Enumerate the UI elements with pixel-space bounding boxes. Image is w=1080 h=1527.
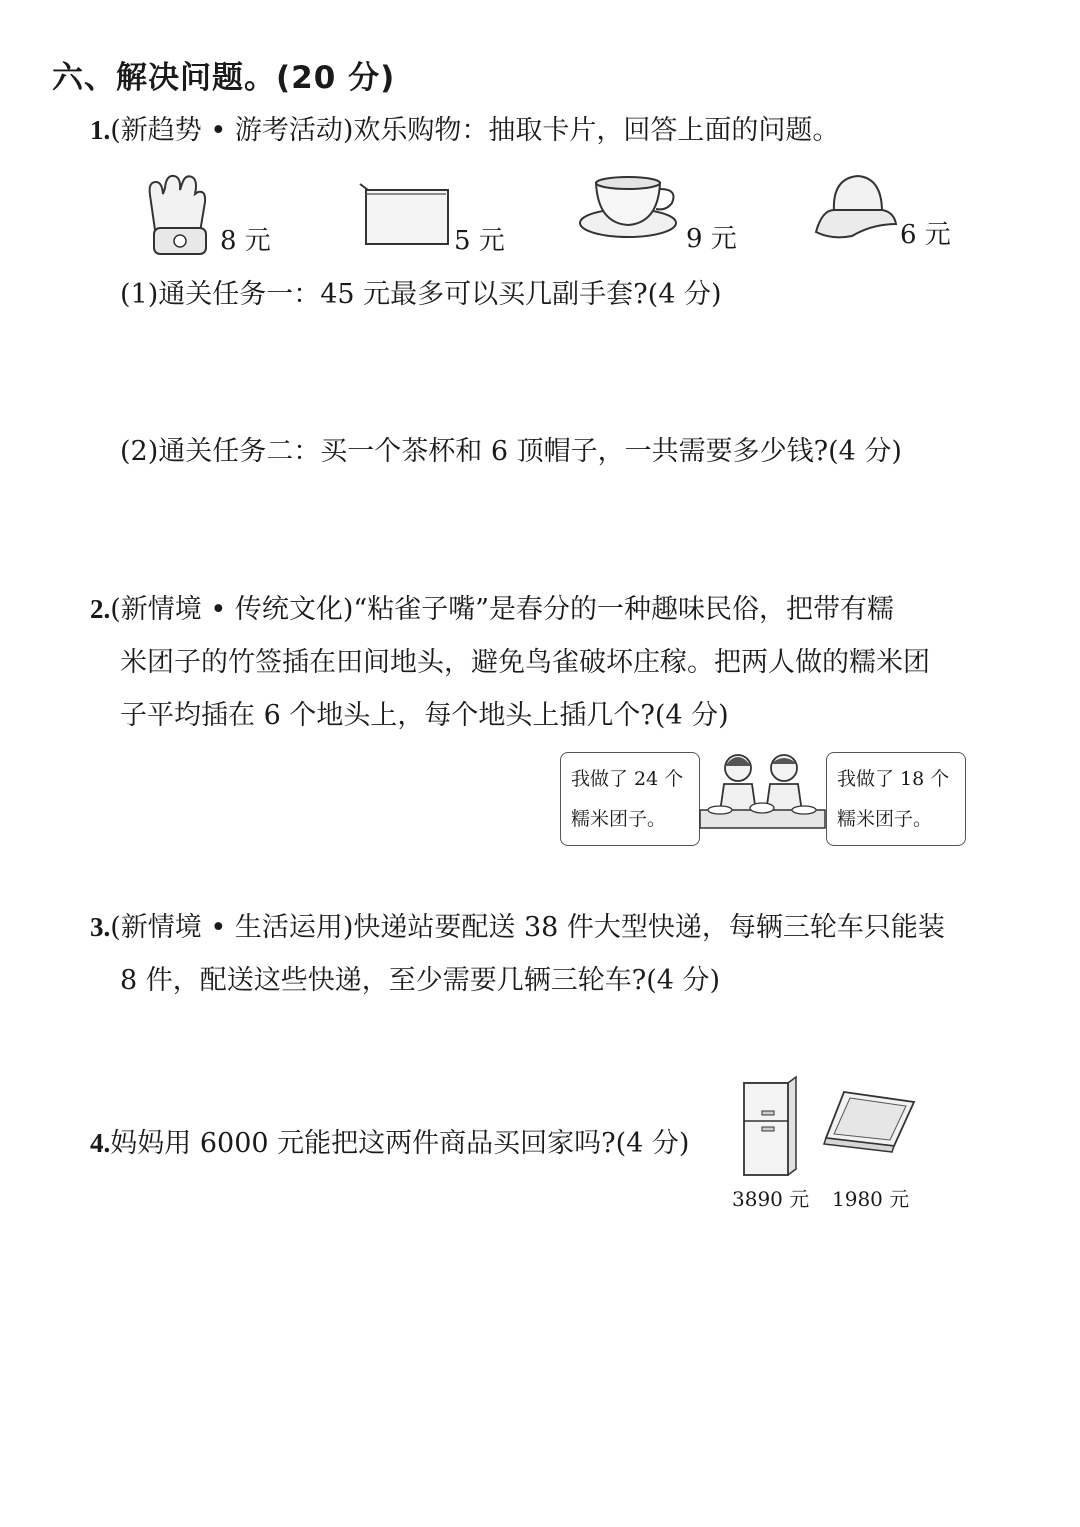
question-text: 妈妈用 6000 元能把这两件商品买回家吗?(4 分) bbox=[110, 1128, 690, 1159]
pencil-case-icon bbox=[360, 180, 450, 250]
refrigerator-icon bbox=[738, 1075, 800, 1180]
question-text-line: (新情境 • 传统文化)“粘雀子嘴”是春分的一种趣味民俗，把带有糯 bbox=[110, 594, 895, 625]
glove-price: 8 元 bbox=[220, 226, 271, 256]
question-text-line: 子平均插在 6 个地头上，每个地头上插几个?(4 分) bbox=[120, 700, 729, 731]
question-1-sub-2: (2)通关任务二：买一个茶杯和 6 顶帽子，一共需要多少钱?(4 分) bbox=[120, 436, 902, 467]
bubble-line: 我做了 24 个 bbox=[571, 768, 684, 790]
question-text-line: 8 件，配送这些快递，至少需要几辆三轮车?(4 分) bbox=[120, 965, 721, 996]
question-1 bbox=[90, 104, 839, 157]
bubble-line: 糯米团子。 bbox=[571, 808, 667, 830]
section-title: 六、解决问题。(20 分) bbox=[52, 60, 396, 96]
question-number: 1. bbox=[90, 115, 111, 145]
question-number: 3. bbox=[90, 912, 111, 942]
glove-icon bbox=[140, 170, 210, 260]
question-1-sub-1: (1)通关任务一：45 元最多可以买几副手套?(4 分) bbox=[120, 279, 722, 310]
question-text-line: 米团子的竹签插在田间地头，避免鸟雀破坏庄稼。把两人做的糯米团 bbox=[120, 647, 930, 678]
bubble-line: 我做了 18 个 bbox=[837, 768, 950, 790]
teacup-price: 9 元 bbox=[686, 224, 737, 254]
question-text-line: (新情境 • 生活运用)快递站要配送 38 件大型快递，每辆三轮车只能装 bbox=[110, 912, 945, 943]
hat-price: 6 元 bbox=[900, 220, 951, 250]
teacup-icon bbox=[578, 175, 683, 245]
tablet-icon bbox=[822, 1088, 917, 1158]
speech-bubble-right bbox=[826, 752, 966, 846]
tablet-price: 1980 元 bbox=[832, 1187, 910, 1211]
bubble-line: 糯米团子。 bbox=[837, 808, 933, 830]
question-number: 2. bbox=[90, 594, 111, 624]
question-2 bbox=[90, 583, 894, 636]
question-number: 4. bbox=[90, 1128, 111, 1158]
children-making-dumplings-icon bbox=[700, 750, 825, 830]
hat-icon bbox=[812, 172, 897, 242]
question-4 bbox=[90, 1117, 689, 1170]
question-3 bbox=[90, 901, 945, 954]
question-text: (新趋势 • 游考活动)欢乐购物：抽取卡片，回答上面的问题。 bbox=[110, 115, 840, 146]
refrigerator-price: 3890 元 bbox=[732, 1187, 810, 1211]
pencil-case-price: 5 元 bbox=[454, 226, 505, 256]
speech-bubble-left bbox=[560, 752, 700, 846]
